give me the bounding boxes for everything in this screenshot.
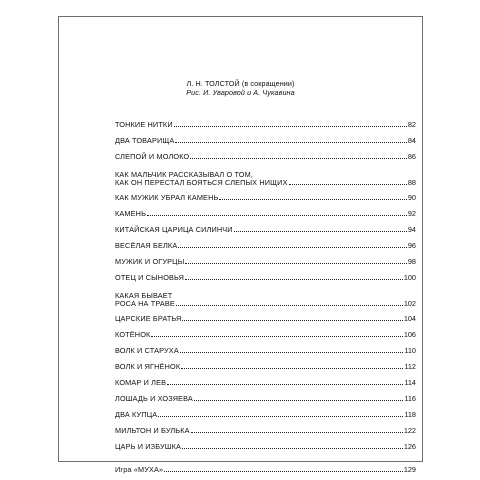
toc-entry-line [115,210,416,218]
toc-page-number: 100 [403,273,416,282]
toc-entry [115,347,416,355]
toc-entry-title: КАКАЯ БЫВАЕТ [115,291,173,300]
toc-page-number: 102 [403,299,416,308]
toc-entry-line [115,242,416,250]
toc-entry-title: Игра «МУХА» [115,465,164,474]
toc-entry [115,395,416,403]
toc-entry-line [115,194,416,202]
toc-page-number: 104 [403,314,416,323]
toc-page-number: 112 [404,362,416,371]
toc-entry [115,226,416,234]
book-page [58,16,423,474]
toc-entry-title: КАК МАЛЬЧИК РАССКАЗЫВАЛ О ТОМ, [115,170,254,179]
dot-leader [194,400,403,401]
toc-entry-title: КАК ОН ПЕРЕСТАЛ БОЯТЬСЯ СЛЕПЫХ НИЩИХ [115,178,288,187]
dot-leader [289,184,407,185]
toc-entry [115,379,416,387]
toc-page-number: 116 [404,394,416,403]
section-header [59,79,422,97]
dot-leader [151,336,402,337]
toc-page-number: 122 [403,426,416,435]
dot-leader [158,416,403,417]
toc-page-number: 118 [404,410,416,419]
toc-entry-line [115,226,416,234]
toc-entry-line [115,443,416,451]
dot-leader [182,448,403,449]
dot-leader [176,305,403,306]
toc-entry-title: ДВА КУПЦА [115,410,158,419]
dot-leader [175,142,406,143]
author-line: Л. Н. ТОЛСТОЙ (в сокращении) [186,79,295,88]
dot-leader [178,247,407,248]
toc-entry-title: РОСА НА ТРАВЕ [115,299,175,308]
toc-entry-title: МУЖИК И ОГУРЦЫ [115,257,185,266]
toc-entry-title: КАК МУЖИК УБРАЛ КАМЕНЬ [115,193,219,202]
dot-leader [181,368,403,369]
toc-page-number: 92 [407,209,416,218]
toc-entry-line [115,300,416,308]
toc-entry-line [115,121,416,129]
toc-page-number: 84 [407,136,416,145]
toc-entry [115,194,416,202]
toc-entry [115,363,416,371]
dot-leader [190,158,406,159]
toc-entry [115,466,416,474]
toc-entry [115,411,416,419]
toc-entry-title: ВОЛК И СТАРУХА [115,346,179,355]
toc-page-number: 110 [404,346,416,355]
toc-entry [115,258,416,266]
toc-entry-line [115,179,416,187]
toc-entry-line [115,331,416,339]
toc-entry-title: ЦАРСКИЕ БРАТЬЯ [115,314,182,323]
toc-page-number: 90 [407,193,416,202]
toc-entry-title: ЦАРЬ И ИЗБУШКА [115,442,182,451]
toc-entry [115,315,416,323]
toc-entry-title: СЛЕПОЙ И МОЛОКО [115,152,190,161]
dot-leader [185,263,407,264]
toc-entry-title: ВЕСЁЛАЯ БЕЛКА [115,241,178,250]
toc-entry [115,427,416,435]
toc-entry-line [115,137,416,145]
dot-leader [219,199,406,200]
toc-entry-line [115,347,416,355]
toc-entry-title: ЛОШАДЬ И ХОЗЯЕВА [115,394,193,403]
toc-page-number: 129 [403,465,416,474]
toc-entry-title: МИЛЬТОН И БУЛЬКА [115,426,190,435]
dot-leader [191,432,403,433]
toc-page-number: 126 [403,442,416,451]
dot-leader [164,471,403,472]
toc-entry-title: ТОНКИЕ НИТКИ [115,120,173,129]
toc-entry-title: КОТЁНОК [115,330,151,339]
toc-entry-title: ДВА ТОВАРИЩА [115,136,175,145]
dot-leader [185,279,403,280]
toc-entry-line [115,427,416,435]
toc-entry-line [115,274,416,282]
toc-entry-line [115,395,416,403]
toc-entry-line [115,315,416,323]
toc-entry [115,210,416,218]
toc-entry-line [115,379,416,387]
toc-page-number: 96 [407,241,416,250]
dot-leader [234,231,407,232]
toc-entry-line [115,466,416,474]
toc-entry [115,121,416,129]
toc-entry-title: ВОЛК И ЯГНЁНОК [115,362,181,371]
toc-entry [115,292,416,308]
toc-page-number: 94 [407,225,416,234]
toc-entry [115,443,416,451]
toc-entry [115,242,416,250]
toc-entry [115,171,416,187]
toc-entry [115,153,416,161]
toc-entry-title: КИТАЙСКАЯ ЦАРИЦА СИЛИНЧИ [115,225,233,234]
toc-entry-title: ОТЕЦ И СЫНОВЬЯ [115,273,185,282]
toc-page-number: 98 [407,257,416,266]
dot-leader [174,126,407,127]
toc-page-number: 106 [403,330,416,339]
toc-entry-line [115,153,416,161]
dot-leader [167,384,403,385]
toc-entry-line [115,258,416,266]
toc-entry [115,331,416,339]
toc-page-number: 114 [404,378,416,387]
dot-leader [147,215,407,216]
toc-entry [115,137,416,145]
toc-entry [115,274,416,282]
toc-page-number: 82 [407,120,416,129]
toc-entry-title: КАМЕНЬ [115,209,147,218]
dot-leader [182,320,402,321]
toc-entry-line [115,411,416,419]
illustrators-line: Рис. И. Уваровой и А. Чукавина [186,88,295,97]
toc-entry-line [115,363,416,371]
toc-entry-title: КОМАР И ЛЕВ [115,378,167,387]
toc-page-number: 86 [407,152,416,161]
dot-leader [180,352,404,353]
toc-page-number: 88 [407,178,416,187]
